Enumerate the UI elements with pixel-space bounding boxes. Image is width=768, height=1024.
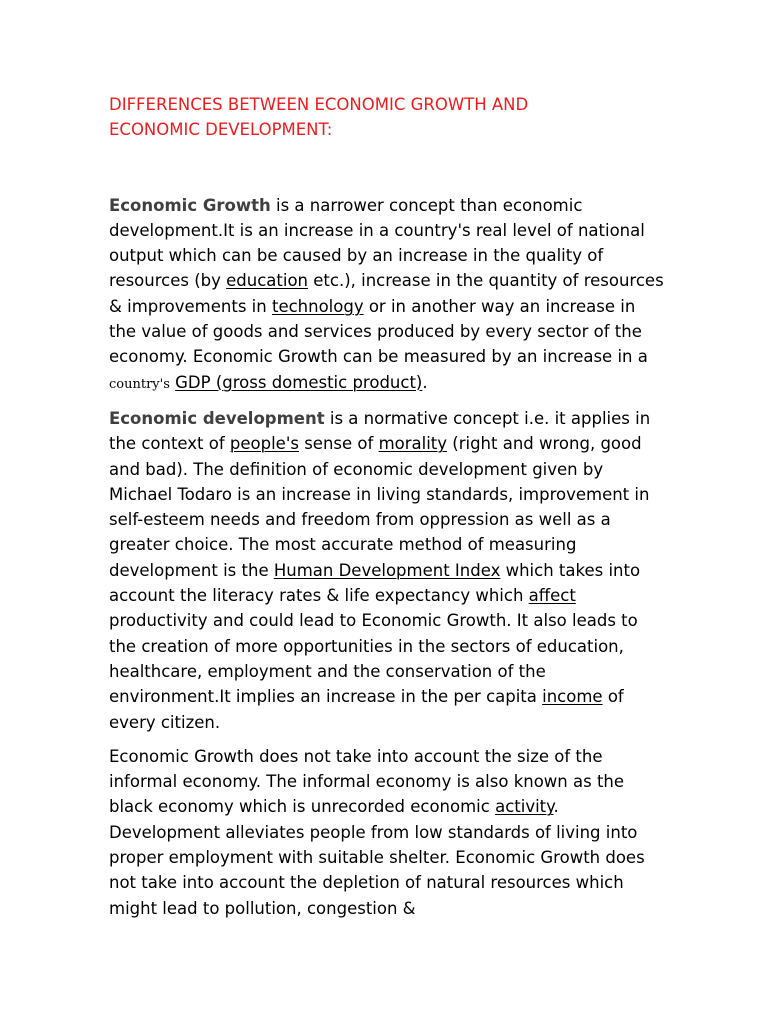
link-peoples[interactable]: people's — [229, 434, 299, 454]
link-morality[interactable]: morality — [378, 434, 448, 454]
paragraph-text: which takes into account the literacy rates & life expectancy which — [109, 560, 641, 606]
link-activity[interactable]: activity — [495, 797, 554, 817]
paragraph-text: . — [422, 372, 428, 392]
document-body — [109, 92, 665, 921]
term-economic-growth: Economic Growth — [109, 195, 271, 215]
paragraph-text: productivity and could lead to Economic Growth. It also leads to the creation of more opportunities in the sectors of education, healthcare, employment and the conservation of the environment.It implies an increase in the per capita — [109, 611, 638, 707]
link-income[interactable]: income — [542, 687, 603, 707]
paragraph-text: Economic Growth does not take into account the size of the informal economy. The informal economy is also known as the black economy which is unrecorded economic — [109, 746, 625, 817]
link-gdp[interactable]: GDP (gross domestic product) — [175, 372, 423, 392]
link-education[interactable]: education — [226, 271, 309, 291]
paragraph-text: sense of — [298, 434, 379, 454]
paragraph-text: or in another way an increase in the value of goods and services produced by every sector of the economy. Economic Growth can be measured by an increase in a — [109, 296, 648, 367]
paragraph-text: etc.), increase in the quantity of resources & improvements in — [109, 271, 664, 316]
link-technology[interactable]: technology — [271, 296, 364, 316]
paragraph-economic-growth — [109, 193, 665, 397]
paragraph-text-small: country's — [109, 376, 170, 392]
paragraph-text: is a narrower concept than economic development.It is an increase in a country's real level of national output which can be caused by an increase in the quality of resources (by — [109, 195, 645, 291]
link-human-development-index[interactable]: Human Development Index — [273, 560, 501, 580]
paragraph-text: . Development alleviates people from low standards of living into proper employment with suitable shelter. Economic Growth does not take into account the depletion of natural resources which might lead to pollution, congestion & — [109, 797, 645, 918]
term-economic-development: Economic development — [109, 408, 325, 428]
document-title: DIFFERENCES BETWEEN ECONOMIC GROWTH AND ECONOMIC DEVELOPMENT: — [109, 95, 529, 140]
paragraph-text: (right and wrong, good and bad). The definition of economic development given by Michael Todaro is an increase in living standards, improvement in self-esteem needs and freedom from oppression as well as a greater choice. The most accurate method of measuring development is the — [109, 434, 650, 580]
paragraph-economic-development — [109, 406, 665, 735]
paragraph-text: of every citizen. — [109, 687, 624, 732]
paragraph-informal-economy — [109, 744, 665, 921]
paragraph-text: is a normative concept i.e. it applies in the context of — [109, 408, 651, 454]
link-affect[interactable]: affect — [528, 586, 576, 606]
